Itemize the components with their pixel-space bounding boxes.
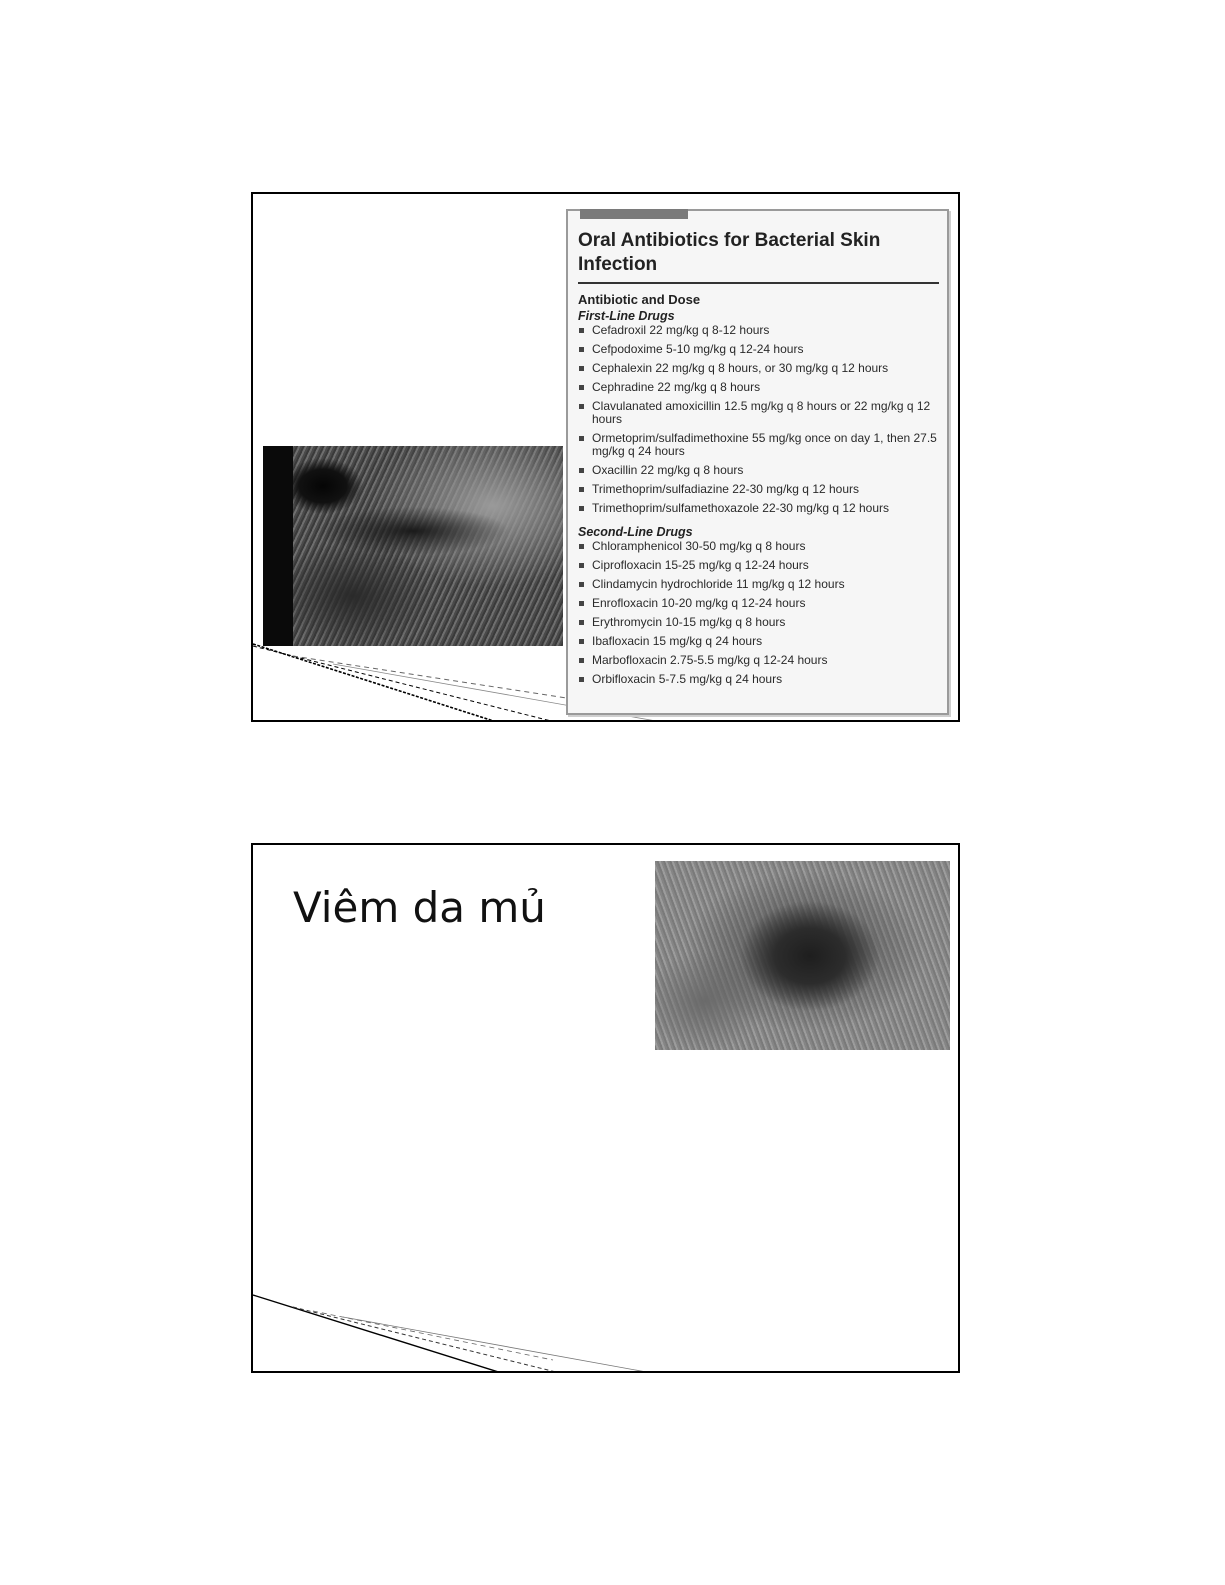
bullet-icon: [579, 487, 584, 492]
second-line-heading: Second-Line Drugs: [578, 525, 693, 539]
list-item: Cefpodoxime 5-10 mg/kg q 12-24 hours: [578, 343, 948, 356]
list-item: Trimethoprim/sulfamethoxazole 22-30 mg/kg q 12 hours: [578, 502, 948, 515]
list-item: Oxacillin 22 mg/kg q 8 hours: [578, 464, 948, 477]
pyoderma-photo: [655, 861, 950, 1050]
first-line-heading: First-Line Drugs: [578, 309, 675, 323]
bullet-icon: [579, 436, 584, 441]
column-header: Antibiotic and Dose: [578, 292, 701, 307]
bullet-icon: [579, 620, 584, 625]
bullet-icon: [579, 639, 584, 644]
list-item: Ormetoprim/sulfadimethoxine 55 mg/kg once on day 1, then 27.5 mg/kg q 24 hours: [578, 432, 948, 458]
title-divider: [578, 282, 939, 284]
bullet-icon: [579, 544, 584, 549]
list-item: Cephradine 22 mg/kg q 8 hours: [578, 381, 948, 394]
list-item: Chloramphenicol 30-50 mg/kg q 8 hours: [578, 540, 948, 553]
list-item: Cefadroxil 22 mg/kg q 8-12 hours: [578, 324, 948, 337]
table-body: [578, 292, 948, 692]
bullet-icon: [579, 506, 584, 511]
list-item: Erythromycin 10-15 mg/kg q 8 hours: [578, 616, 948, 629]
bullet-icon: [579, 468, 584, 473]
list-item: Clavulanated amoxicillin 12.5 mg/kg q 8 hours or 22 mg/kg q 12 hours: [578, 400, 948, 426]
bullet-icon: [579, 601, 584, 606]
bullet-icon: [579, 658, 584, 663]
list-item: Cephalexin 22 mg/kg q 8 hours, or 30 mg/kg q 12 hours: [578, 362, 948, 375]
bullet-icon: [579, 404, 584, 409]
list-item: Enrofloxacin 10-20 mg/kg q 12-24 hours: [578, 597, 948, 610]
list-item: Ciprofloxacin 15-25 mg/kg q 12-24 hours: [578, 559, 948, 572]
bullet-icon: [579, 366, 584, 371]
bullet-icon: [579, 582, 584, 587]
bullet-icon: [579, 677, 584, 682]
bullet-icon: [579, 563, 584, 568]
card-accent-bar: [580, 209, 688, 219]
table-title: Oral Antibiotics for Bacterial Skin Infection: [578, 230, 881, 275]
bullet-icon: [579, 328, 584, 333]
list-item: Trimethoprim/sulfadiazine 22-30 mg/kg q 12 hours: [578, 483, 948, 496]
list-item: Marbofloxacin 2.75-5.5 mg/kg q 12-24 hours: [578, 654, 948, 667]
list-item: Ibafloxacin 15 mg/kg q 24 hours: [578, 635, 948, 648]
bullet-icon: [579, 347, 584, 352]
list-item: Clindamycin hydrochloride 11 mg/kg q 12 hours: [578, 578, 948, 591]
slide-1: [251, 192, 960, 722]
antibiotics-table: [566, 209, 949, 715]
slide-2: [251, 843, 960, 1373]
bullet-icon: [579, 385, 584, 390]
dog-muzzle-photo: [263, 446, 563, 646]
list-item: Orbifloxacin 5-7.5 mg/kg q 24 hours: [578, 673, 948, 686]
second-line-list: [578, 540, 948, 686]
first-line-list: [578, 324, 948, 515]
slide-title: Viêm da mủ: [293, 883, 546, 932]
